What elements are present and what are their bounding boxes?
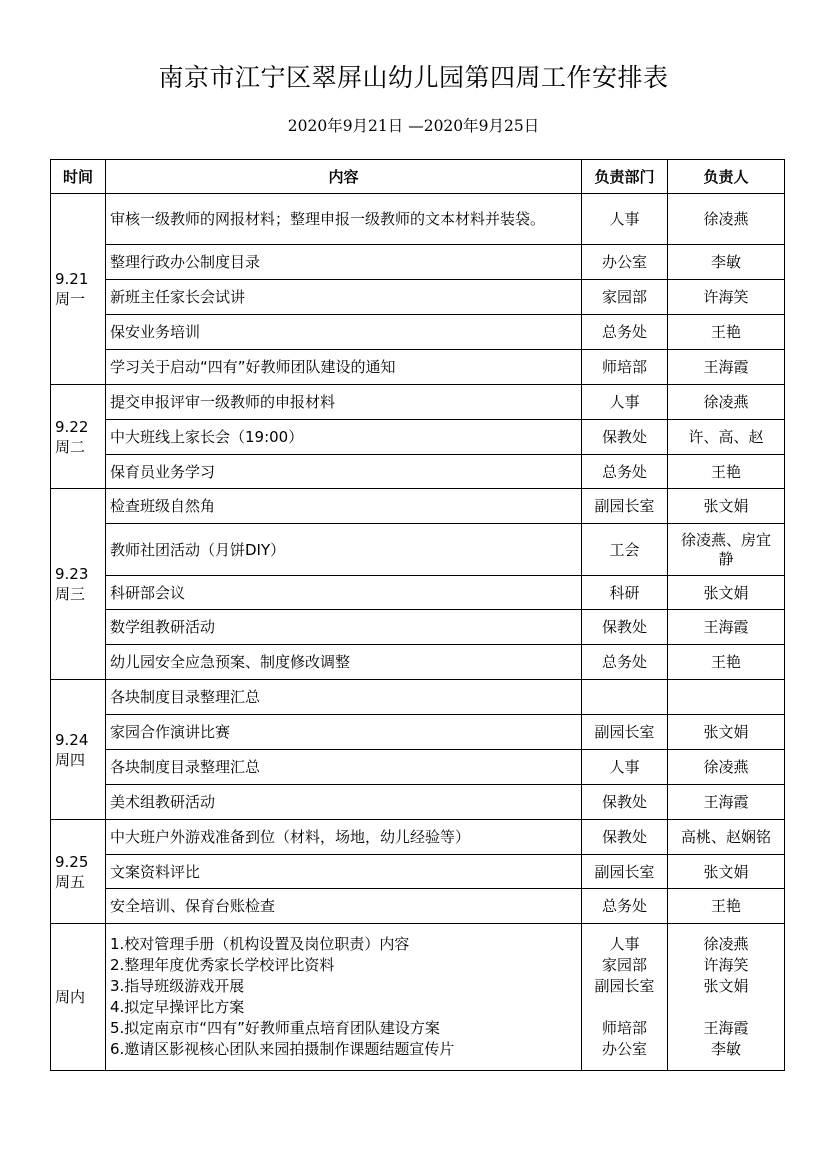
week-person-list	[668, 924, 785, 1071]
task-content: 教师社团活动（月饼DIY）	[106, 524, 582, 576]
week-item-department: 副园长室	[594, 977, 655, 995]
task-person: 高桃、赵娴铭	[668, 820, 785, 855]
table-row	[51, 524, 785, 576]
day-weekday: 周四	[55, 750, 86, 769]
day-date: 9.24	[55, 730, 89, 749]
week-item-department: 人事	[609, 935, 640, 953]
day-date: 9.25	[55, 852, 89, 871]
task-person: 张文娟	[668, 489, 785, 524]
table-row	[51, 420, 785, 455]
day-weekday: 周二	[55, 437, 86, 456]
task-person: 徐凌燕	[668, 194, 785, 245]
task-content: 幼儿园安全应急预案、制度修改调整	[106, 645, 582, 680]
week-item-person: 张文娟	[703, 977, 749, 995]
task-content: 美术组教研活动	[106, 785, 582, 820]
week-item-content: 5.拟定南京市“四有”好教师重点培育团队建设方案	[110, 1019, 440, 1037]
day-cell	[51, 489, 106, 680]
table-row	[51, 194, 785, 245]
task-person: 徐凌燕	[668, 750, 785, 785]
task-person: 李敏	[668, 245, 785, 280]
week-label: 周内	[51, 924, 106, 1071]
task-person: 王海霞	[668, 350, 785, 385]
task-department: 保教处	[582, 420, 668, 455]
task-person: 王海霞	[668, 785, 785, 820]
day-weekday: 周一	[55, 290, 86, 308]
table-row	[51, 715, 785, 750]
task-person: 王艳	[668, 645, 785, 680]
day-cell	[51, 385, 106, 489]
task-content: 提交申报评审一级教师的申报材料	[106, 385, 582, 420]
day-weekday: 周五	[55, 872, 86, 891]
week-item-department: 家园部	[601, 956, 647, 974]
task-content: 文案资料评比	[106, 855, 582, 889]
week-item-content: 1.校对管理手册（机构设置及岗位职责）内容	[110, 935, 410, 953]
task-content: 保安业务培训	[106, 315, 582, 350]
task-person: 张文娟	[668, 855, 785, 889]
task-content: 审核一级教师的网报材料；整理申报一级教师的文本材料并装袋。	[106, 194, 582, 245]
task-content: 新班主任家长会试讲	[106, 280, 582, 315]
task-person: 许、高、赵	[668, 420, 785, 455]
task-department: 保教处	[582, 820, 668, 855]
task-department: 人事	[582, 194, 668, 245]
task-department: 人事	[582, 385, 668, 420]
task-department: 办公室	[582, 245, 668, 280]
header-department: 负责部门	[582, 160, 668, 194]
day-weekday: 周三	[55, 585, 86, 603]
task-department: 工会	[582, 524, 668, 576]
week-item-person: 王海霞	[703, 1019, 749, 1037]
task-person: 许海笑	[668, 280, 785, 315]
task-content: 数学组教研活动	[106, 610, 582, 645]
task-content: 各块制度目录整理汇总	[106, 750, 582, 785]
task-person: 徐凌燕	[668, 385, 785, 420]
date-range: 2020年9月21日 —2020年9月25日	[287, 117, 540, 135]
task-content: 科研部会议	[106, 576, 582, 610]
task-department: 科研	[582, 576, 668, 610]
task-department: 总务处	[582, 645, 668, 680]
week-item-person: 徐凌燕	[703, 935, 749, 953]
table-row	[51, 280, 785, 315]
header-time: 时间	[51, 160, 106, 194]
task-department: 副园长室	[582, 855, 668, 889]
task-person: 王艳	[668, 315, 785, 350]
task-person	[668, 680, 785, 715]
table-row	[51, 315, 785, 350]
week-item-content: 3.指导班级游戏开展	[110, 977, 245, 995]
task-department	[582, 680, 668, 715]
week-item-department: 师培部	[601, 1019, 647, 1037]
table-row	[51, 820, 785, 855]
page-title: 南京市江宁区翠屏山幼儿园第四周工作安排表	[158, 63, 669, 92]
table-row	[51, 245, 785, 280]
task-content: 安全培训、保育台账检查	[106, 889, 582, 924]
table-row	[51, 455, 785, 489]
task-department: 保教处	[582, 785, 668, 820]
table-row-week	[51, 924, 785, 1071]
header-person: 负责人	[668, 160, 785, 194]
week-item-department	[582, 997, 667, 1018]
task-person: 徐凌燕、房宜静	[668, 524, 785, 576]
table-row	[51, 489, 785, 524]
day-date: 9.23	[55, 565, 89, 583]
task-person: 张文娟	[668, 576, 785, 610]
week-department-list	[582, 924, 668, 1071]
task-person: 王艳	[668, 455, 785, 489]
task-person: 王艳	[668, 889, 785, 924]
table-row	[51, 645, 785, 680]
table-row	[51, 350, 785, 385]
table-row	[51, 680, 785, 715]
header-content: 内容	[106, 160, 582, 194]
table-row	[51, 610, 785, 645]
table-row	[51, 889, 785, 924]
header-row	[51, 160, 785, 194]
table-row	[51, 385, 785, 420]
task-content: 中大班户外游戏准备到位（材料，场地，幼儿经验等）	[106, 820, 582, 855]
day-date: 9.22	[55, 417, 89, 436]
task-person: 张文娟	[668, 715, 785, 750]
task-department: 副园长室	[582, 489, 668, 524]
week-item-person	[668, 997, 784, 1018]
week-item-content: 4.拟定早操评比方案	[110, 998, 245, 1016]
schedule-body	[51, 194, 785, 1071]
day-cell	[51, 680, 106, 820]
task-content: 检查班级自然角	[106, 489, 582, 524]
day-cell	[51, 820, 106, 924]
task-content: 家园合作演讲比赛	[106, 715, 582, 750]
table-row	[51, 750, 785, 785]
table-row	[51, 855, 785, 889]
schedule-table	[50, 159, 785, 1071]
week-item-department: 办公室	[601, 1040, 647, 1058]
table-row	[51, 785, 785, 820]
task-department: 师培部	[582, 350, 668, 385]
week-item-person: 许海笑	[703, 956, 749, 974]
task-content: 学习关于启动“四有”好教师团队建设的通知	[106, 350, 582, 385]
day-cell	[51, 194, 106, 385]
day-date: 9.21	[55, 270, 89, 288]
week-content-list	[106, 924, 582, 1071]
task-department: 总务处	[582, 455, 668, 489]
task-department: 总务处	[582, 889, 668, 924]
task-content: 保育员业务学习	[106, 455, 582, 489]
task-content: 各块制度目录整理汇总	[106, 680, 582, 715]
week-item-content: 2.整理年度优秀家长学校评比资料	[110, 956, 335, 974]
week-item-content: 6.邀请区影视核心团队来园拍摄制作课题结题宣传片	[110, 1040, 455, 1058]
table-row	[51, 576, 785, 610]
task-department: 家园部	[582, 280, 668, 315]
task-department: 保教处	[582, 610, 668, 645]
task-content: 中大班线上家长会（19:00）	[106, 420, 582, 455]
task-department: 副园长室	[582, 715, 668, 750]
week-item-person: 李敏	[710, 1040, 741, 1058]
task-person: 王海霞	[668, 610, 785, 645]
task-department: 总务处	[582, 315, 668, 350]
task-content: 整理行政办公制度目录	[106, 245, 582, 280]
task-department: 人事	[582, 750, 668, 785]
